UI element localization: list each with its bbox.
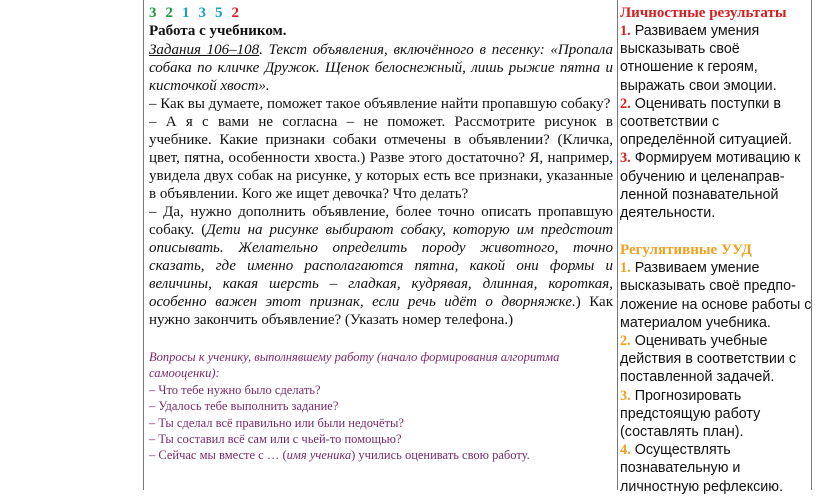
task-description — [149, 41, 613, 95]
column-divider — [617, 0, 618, 490]
stage-number: 2 — [165, 5, 174, 21]
personal-result-item: 3. Формируем мотивацию к обучению и целенаправ-ленной познавательной деятельности. — [620, 150, 801, 222]
regulative-uud-title: Регулятивные УУД — [620, 242, 752, 259]
instruction-end: ) Как нужно закончить объявление? (Указать номер телефона.) — [149, 294, 614, 328]
regulative-item: 1. Развиваем умение высказывать своё предпо-ложение на основе работы с материалом учебника. — [620, 260, 812, 331]
question-last-start: – Сейчас мы вместе с … ( — [149, 448, 287, 463]
question-item: – Ты сделал всё правильно или были недочёты? — [149, 415, 404, 430]
questions-heading: Вопросы к ученику, выполнявшему работу (начало формирования алгоритма самооценки): — [149, 350, 560, 381]
task-reference: Задания 106–108 — [149, 42, 260, 58]
task-text: . Текст объявления, включённого в песенку: «Пропала собака по кличке Дружок. Щенок белоснежный, лишь рыжие пятна и кисточкой хвост». — [149, 42, 613, 94]
question-item: – Что тебе нужно было сделать? — [149, 382, 321, 397]
stage-number: 1 — [182, 5, 190, 21]
instruction-start: – Да, нужно дополнить объявление, более точно описать пропавшую собаку. ( — [149, 204, 613, 238]
question-item: – Удалось тебе выполнить задание? — [149, 399, 339, 414]
personal-results-title: Личностные результаты — [620, 5, 787, 21]
stage-number: 3 — [198, 5, 207, 21]
stage-number: 2 — [231, 5, 240, 21]
teacher-instruction — [149, 203, 613, 329]
stage-numbers — [149, 4, 613, 22]
regulative-item: 2. Оценивать учебные действия в соответствии с поставленной задачей. — [620, 333, 796, 386]
regulative-item: 3. Прогнозировать предстоящую работу (составлять план). — [620, 387, 761, 441]
personal-result-item: 1. Развиваем умения высказывать своё отношение к героям, выражать свои эмоции. — [620, 23, 777, 94]
stage-number: 3 — [149, 5, 157, 21]
question-item: – Ты составил всё сам или с чьей-то помощью? — [149, 432, 402, 447]
lesson-main-column — [149, 4, 613, 464]
self-assessment-questions — [149, 349, 613, 464]
teacher-explanation: – А я с вами не согласна – не поможет. Рассмотрите рисунок в учебнике. Какие признаки собаки отмечены в объявлении? (Кличка, цвет, пятна, особенности хвоста.) Разве этого достаточно? Я, например, увидела двух собак на рисунке, у которых есть все признаки, указанные в объявлении. Кого же ищет девочка? Что делать? — [149, 114, 613, 202]
question-last-end: ) учились оценивать свою работу. — [351, 448, 530, 463]
teacher-question: – Как вы думаете, поможет такое объявление найти пропавшую собаку? — [149, 96, 611, 112]
question-item — [149, 447, 613, 463]
question-last-italic: имя ученика — [286, 448, 352, 463]
instruction-note: Дети на рисунке выбирают собаку, которую им предстоит описывать. Желательно определить породу животного, точно сказать, где именно располагаются пятна, какой они формы и величины, какая шерсть – гладкая, кудрявая, длинная, короткая, особенно важен этот признак, если речь идёт о дворняжке. — [149, 222, 613, 310]
learning-outcomes-column — [620, 4, 812, 496]
regulative-item: 4. Осуществлять познавательную и личностную рефлексию. — [620, 442, 783, 495]
personal-result-item: 2. Оценивать поступки в соответствии с определённой ситуацией. — [620, 95, 792, 149]
section-title: Работа с учебником. — [149, 23, 287, 39]
stage-number: 5 — [215, 5, 223, 21]
